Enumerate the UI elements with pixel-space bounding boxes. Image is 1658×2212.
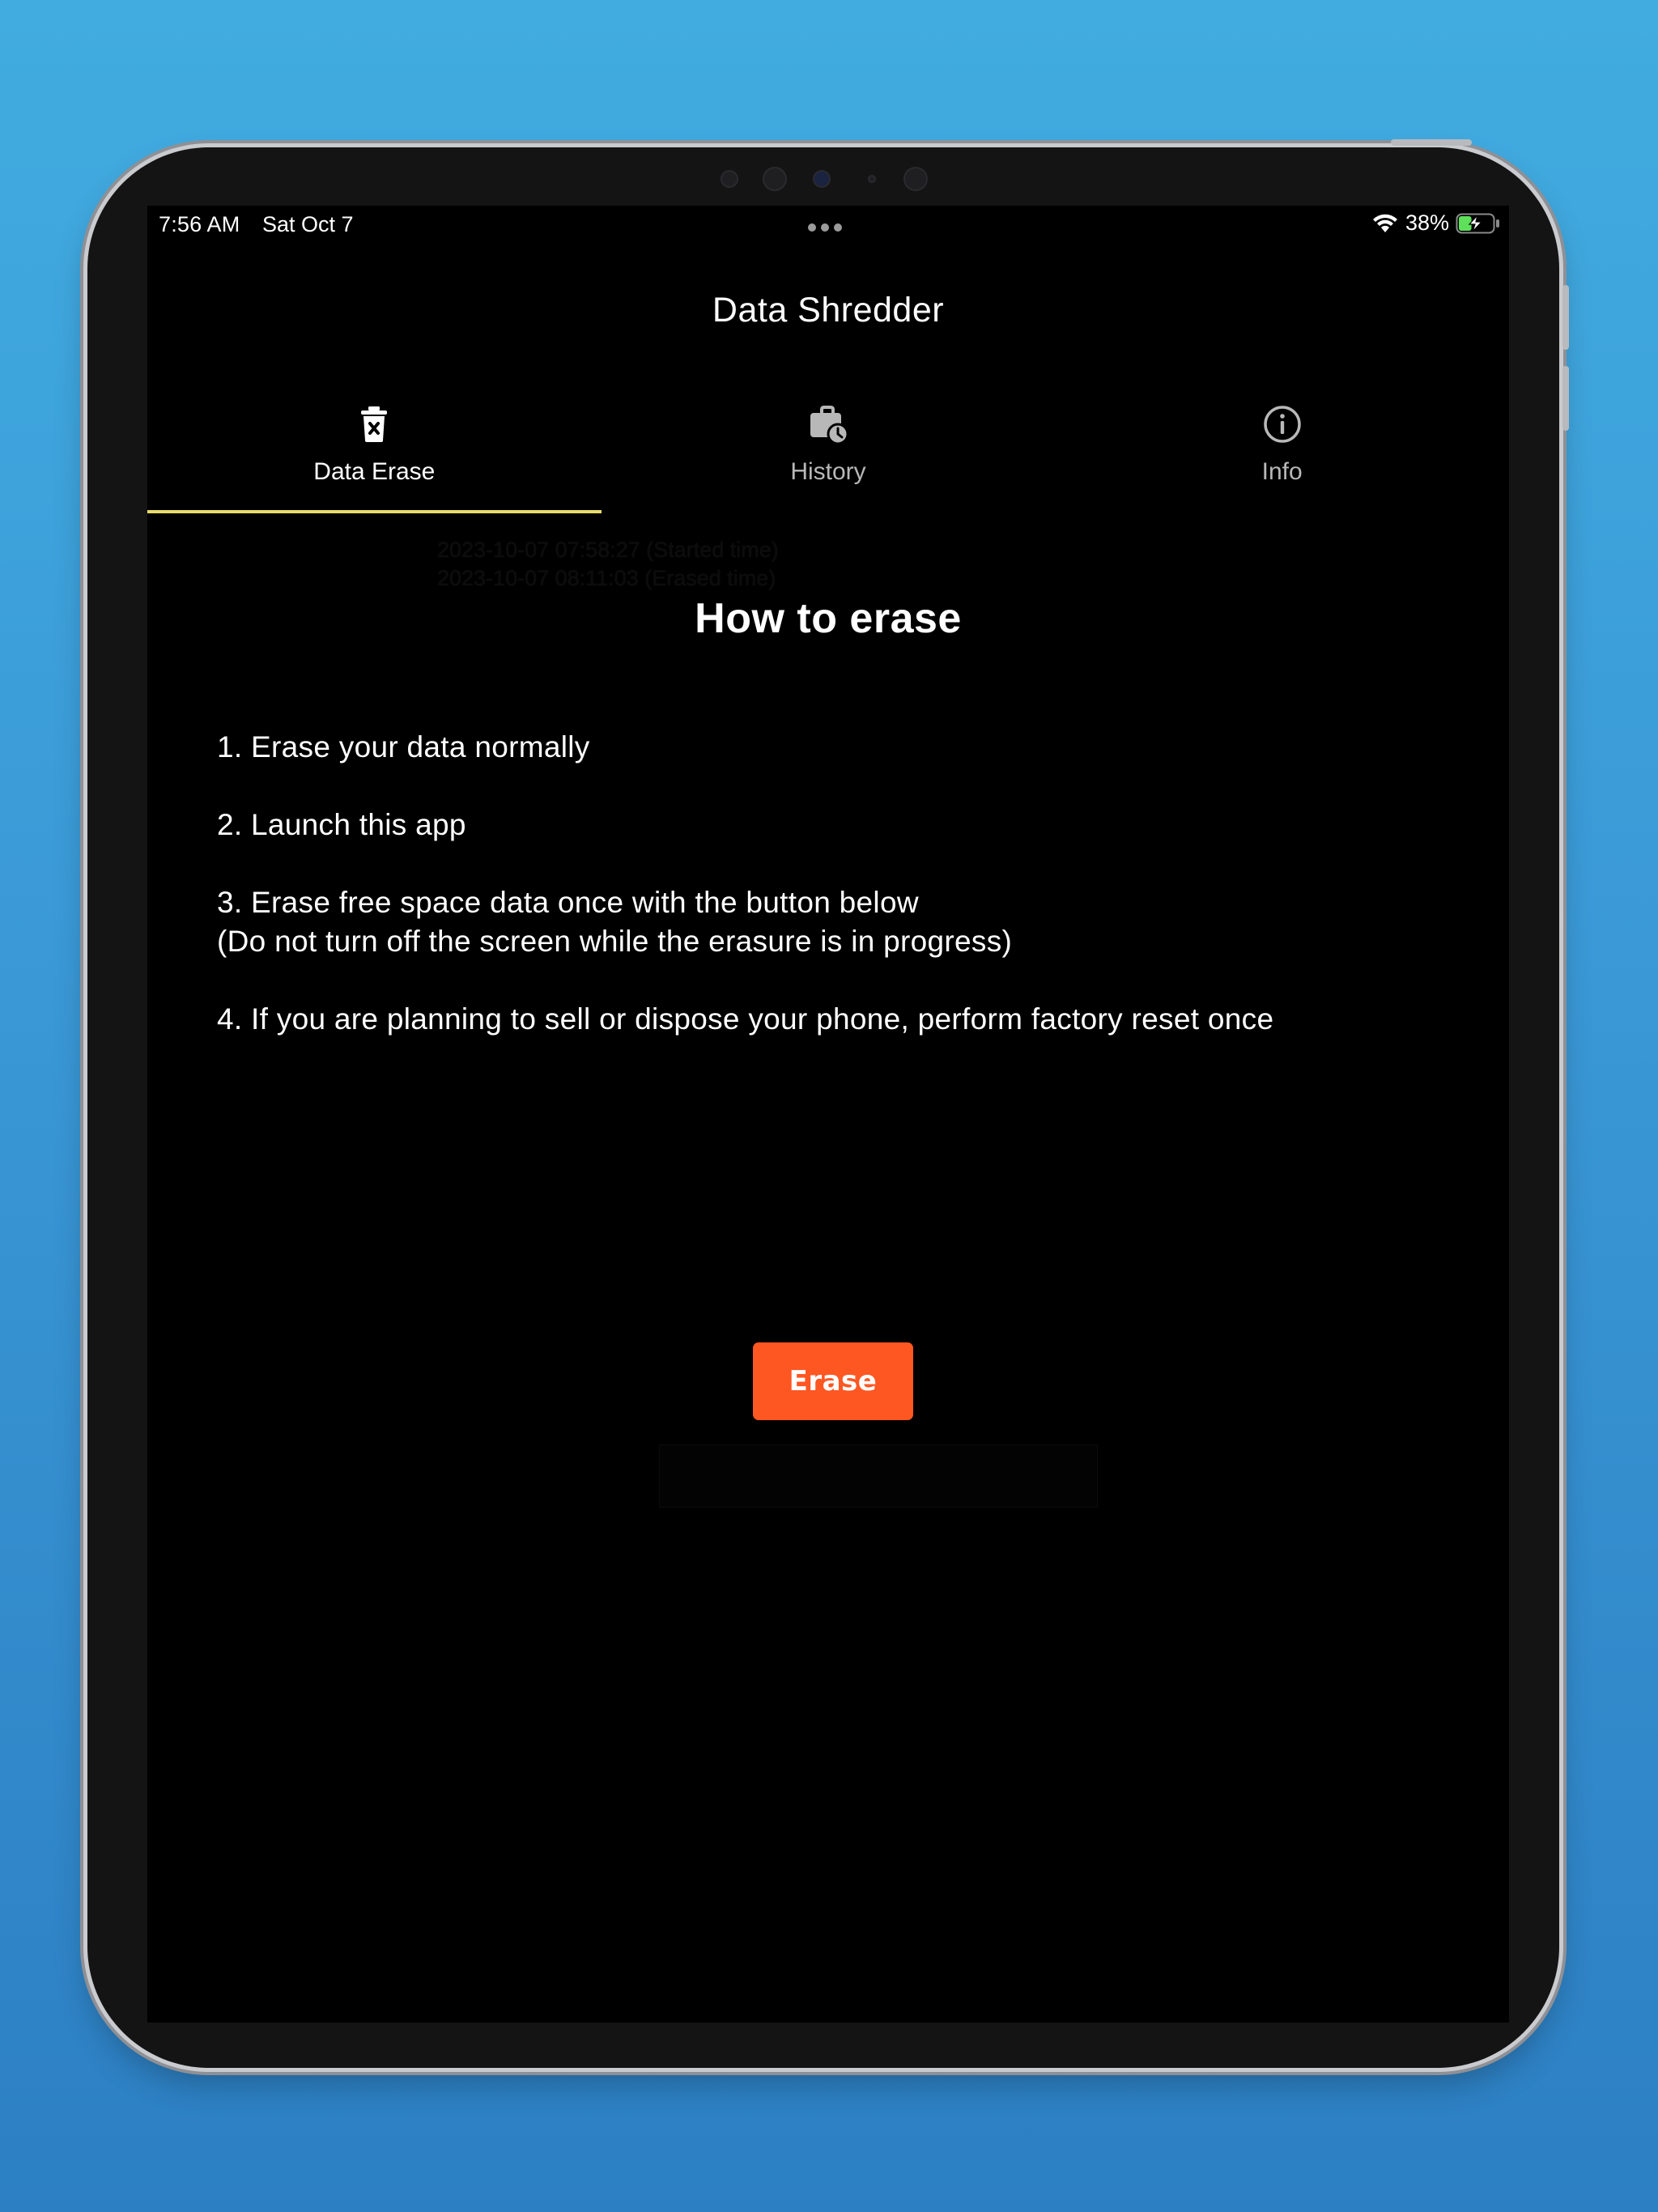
status-indicators (1371, 211, 1501, 236)
tab-data-erase[interactable] (147, 400, 602, 513)
instruction-step-3 (217, 883, 1273, 961)
multitasking-dots-icon[interactable] (808, 223, 842, 232)
wifi-icon (1371, 213, 1399, 234)
sensor-icon (721, 170, 738, 188)
volume-down-button (1562, 366, 1569, 431)
hidden-started-time: 2023-10-07 07:58:27 (Started time) (437, 538, 779, 562)
instructions-list (217, 728, 1273, 1039)
app-title: Data Shredder (712, 291, 945, 330)
proximity-sensor-icon (868, 175, 876, 183)
hidden-erased-time: 2023-10-07 08:11:03 (Erased time) (437, 566, 776, 590)
battery-charging-icon (1456, 213, 1501, 234)
front-camera-icon (813, 170, 831, 188)
status-date: Sat Oct 7 (262, 212, 354, 236)
instruction-step-1: 1. Erase your data normally (217, 730, 590, 764)
instruction-step-3-note: (Do not turn off the screen while the erasure is in progress) (217, 925, 1013, 958)
volume-up-button (1562, 285, 1569, 350)
how-to-erase-heading: How to erase (695, 595, 962, 642)
camera-lens-icon (763, 167, 787, 191)
instruction-step-2: 2. Launch this app (217, 808, 466, 841)
tab-bar (147, 400, 1509, 513)
app-screen (147, 206, 1509, 2023)
tab-label: History (790, 458, 866, 485)
info-circle-icon (1261, 403, 1303, 445)
status-time: 7:56 AM (159, 212, 240, 236)
tab-history[interactable] (602, 400, 1056, 513)
tab-label: Data Erase (313, 458, 436, 485)
tab-info[interactable] (1055, 400, 1509, 513)
instruction-step-3-text: 3. Erase free space data once with the button below (217, 886, 919, 919)
trash-x-icon (353, 403, 395, 445)
status-bar (147, 206, 1509, 246)
instruction-step-4: 4. If you are planning to sell or dispose your phone, perform factory reset once (217, 1002, 1274, 1036)
active-tab-indicator (147, 510, 602, 513)
briefcase-clock-icon (807, 403, 849, 445)
erase-button[interactable]: Erase (753, 1342, 913, 1420)
battery-percent: 38% (1405, 211, 1449, 235)
hidden-progress-area (659, 1444, 1098, 1508)
ambient-light-sensor-icon (903, 167, 928, 191)
tab-label: Info (1261, 458, 1303, 485)
top-button (1391, 139, 1472, 146)
